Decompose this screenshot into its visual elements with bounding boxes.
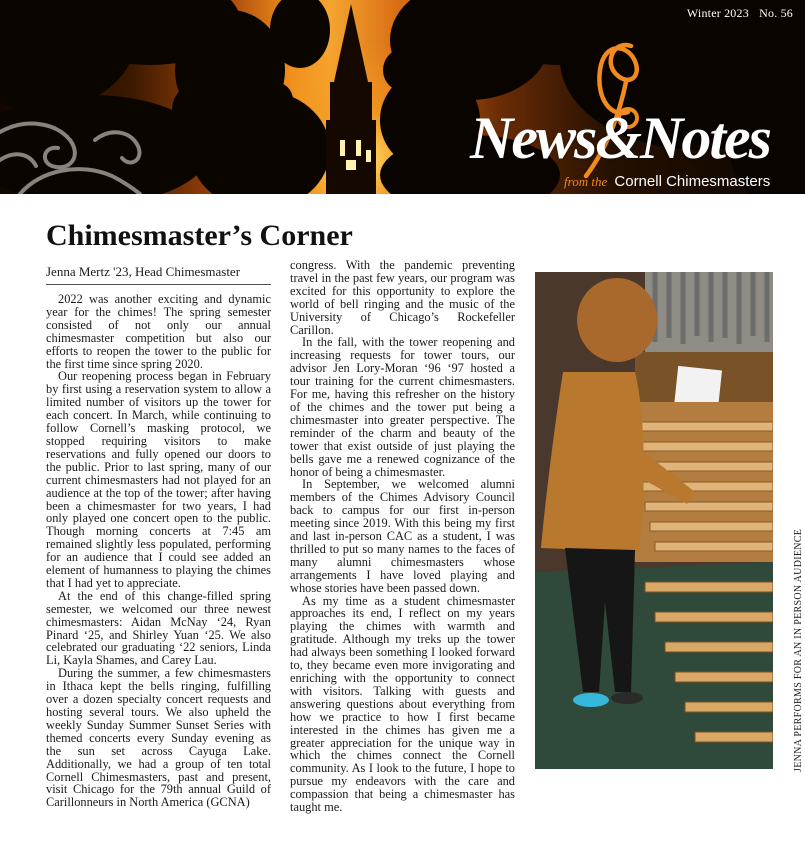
org-name: Cornell Chimesmasters bbox=[614, 173, 771, 190]
masthead-banner bbox=[0, 0, 805, 194]
article-column-1 bbox=[46, 293, 271, 809]
issue-number: No. 56 bbox=[759, 6, 793, 20]
paragraph: During the summer, a few chimesmasters in Ithaca kept the bells ringing, fulfilling over a dozen specialty concert requests and hosting several tours. We also upheld the weekly Sunday Summer Sunset Series with themed concerts every Sunday evening as the sun set across Cayuga Lake. Additionally, we had a group of ten total Cornell Chimesmasters, past and present, visit Chicago for the 79th annual Guild of Carillonneurs in North America (GCNA) bbox=[46, 666, 271, 810]
paragraph-continuation: congress. With the pandemic preventing travel in the past few years, our program was excited for this opportunity to explore the world of bell ringing and the music of the University of Chicago’s Rockefeller Carillon. bbox=[290, 258, 515, 337]
issue-season: Winter 2023 bbox=[686, 6, 749, 20]
paragraph: 2022 was another exciting and dynamic year for the chimes! The spring semester consisted of not only our annual chimesmaster competition but also our efforts to reopen the tower to the public for the first time since spring 2020. bbox=[46, 292, 271, 371]
performer-at-chimes-image bbox=[535, 272, 773, 769]
newsletter-subtitle bbox=[564, 173, 770, 190]
paragraph: At the end of this change-filled spring semester, we welcomed our three newest chimesmasters: Aidan McNay ‘24, Ryan Pinard ‘25, and Shirley Yuan ‘25. We also celebrated our graduating ‘22 seniors, Linda Li, Kayla Shames, and Carey Lau. bbox=[46, 588, 271, 668]
chimes-console-photo bbox=[535, 272, 773, 769]
paragraph: In the fall, with the tower reopening and increasing requests for tower tours, our advisor Jen Lory-Moran ‘96 ‘97 hosted a tour training for the current chimesmasters. For me, having this refresher on the history of the chimes and the tower put being a chimesmaster into greater perspective. The reminder of the charm and beauty of the tower that exist outside of just playing the bells gave me a renewed cognizance of the honor of being a chimesmaster. bbox=[290, 335, 515, 479]
paragraph: Our reopening process began in February by first using a reservation system to allow a limited number of visitors up the tower for each concert. In March, while continuing to follow Cornell’s masking protocol, we stopped requiring visitors to make reservations and fully opened our doors to the public. Prior to last spring, many of our current chimesmasters had not played for an audience at the top of the tower; after having been a chimesmaster for two years, I had only played one concert open to the public. Though morning concerts at 7:45 am remained slightly less populated, performing for an audience that I could see added an element of humanness to playing the chimes that I had yet to appreciate. bbox=[46, 369, 271, 590]
newsletter-title: News&Notes bbox=[470, 105, 770, 171]
article-byline: Jenna Mertz '23, Head Chimesmaster bbox=[46, 263, 271, 285]
issue-info bbox=[687, 6, 793, 21]
from-label: from the bbox=[564, 174, 608, 189]
photo-caption: JENNA PERFORMS FOR AN IN PERSON AUDIENCE bbox=[793, 528, 804, 772]
paragraph: In September, we welcomed alumni members of the Chimes Advisory Council back to campus for our first in-person meeting since 2019. With this being my first and last in-person CAC as a student, I was thrilled to put so many names to the faces of many alumni chimesmasters whose arrangements I have loved playing and whose stories have been passed down. bbox=[290, 477, 515, 595]
article-title: Chimesmaster’s Corner bbox=[46, 219, 353, 252]
paragraph: As my time as a student chimesmaster approaches its end, I reflect on my years playing the chimes with warmth and gratitude. Although my treks up the tower had always been something I looked forward to, they became even more invigorating and enriching with the opportunity to connect with visitors. Talking with guests and answering questions about everything from how we practice to how I first became interested in the chimes has given me a greater appreciation for the unique way in which the chimes connect the Cornell community. As I look to the future, I hope to pursue my endeavors with the care and compassion that being a chimesmaster has taught me. bbox=[290, 593, 515, 815]
article-column-2 bbox=[290, 259, 515, 814]
